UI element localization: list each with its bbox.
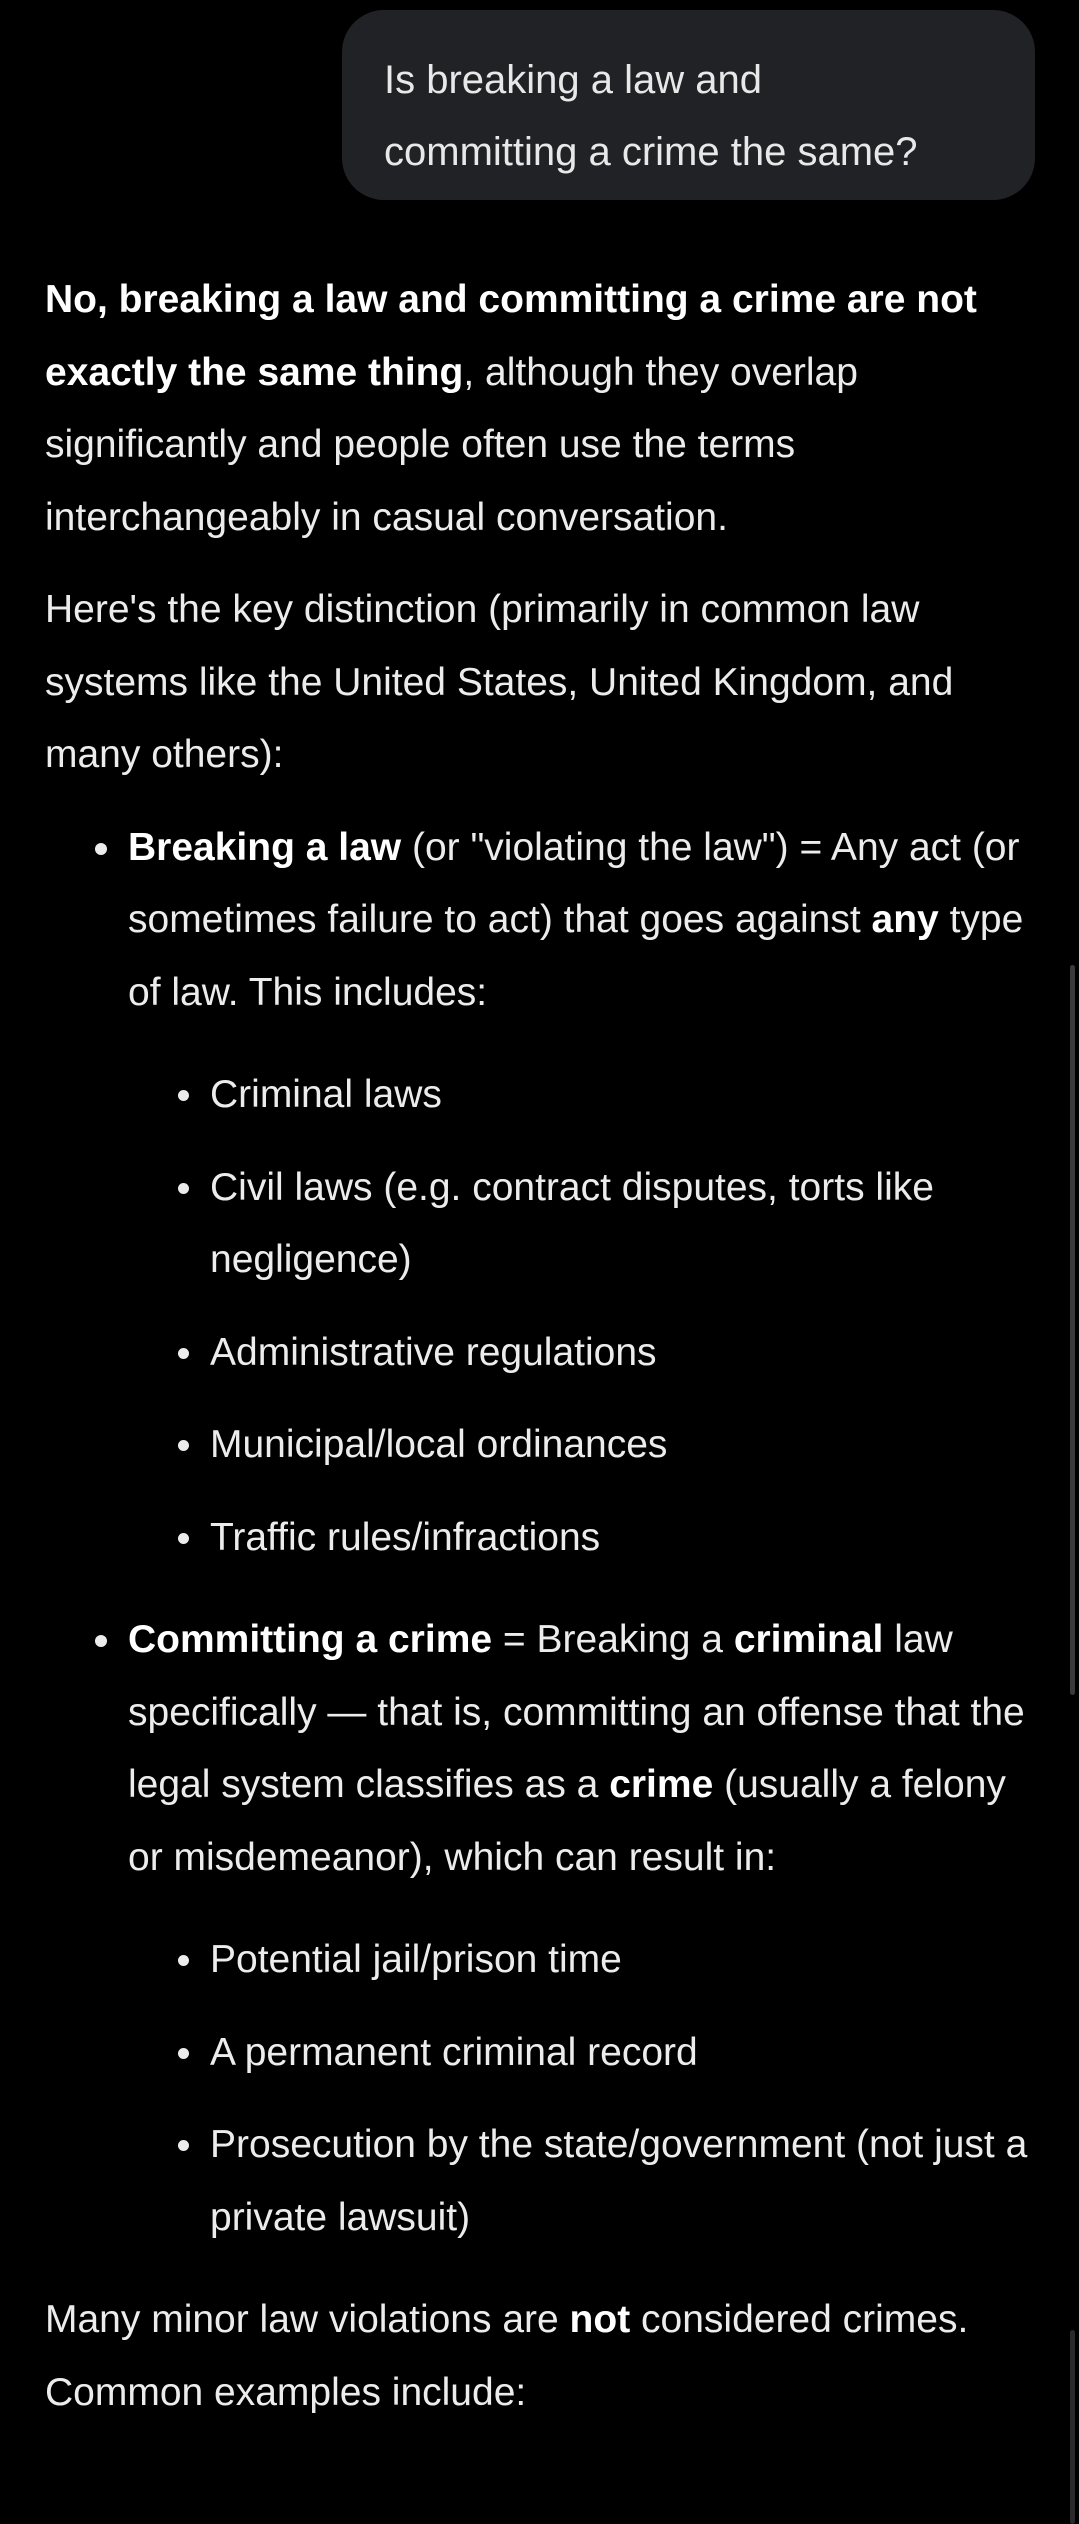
committing-crime-text: = Breaking a bbox=[492, 1618, 734, 1661]
list-item: Municipal/local ordinances bbox=[128, 1409, 1045, 1482]
list-item: Traffic rules/infractions bbox=[128, 1502, 1045, 1575]
user-message-line: Is breaking a law and bbox=[384, 58, 763, 102]
intro-bold: No, breaking a law and committing a crime are not exactly the same thing bbox=[45, 278, 977, 394]
crime-bold: crime bbox=[609, 1763, 714, 1806]
list-item-committing-crime bbox=[45, 1604, 1045, 2254]
any-bold: any bbox=[871, 898, 939, 941]
user-message-line: committing a crime the same? bbox=[384, 130, 918, 174]
scrollbar-track[interactable] bbox=[1070, 2330, 1075, 2524]
distinction-paragraph: Here's the key distinction (primarily in common law systems like the United States, United Kingdom, and many others): bbox=[45, 588, 954, 776]
minor-text: Many minor law violations are bbox=[45, 2298, 570, 2341]
breaking-law-text: (or "violating the law") = Any act (or sometimes failure to act) that goes against bbox=[128, 825, 1020, 941]
consequences-list bbox=[128, 1924, 1045, 2254]
list-item: Administrative regulations bbox=[128, 1317, 1045, 1390]
scrollbar-thumb[interactable] bbox=[1070, 965, 1075, 1695]
assistant-response bbox=[45, 264, 1045, 2449]
list-item-breaking-law bbox=[45, 812, 1045, 1575]
list-item: Prosecution by the state/government (not just a private lawsuit) bbox=[128, 2109, 1045, 2254]
list-item: Criminal laws bbox=[128, 1059, 1045, 1132]
breaking-law-label: Breaking a law bbox=[128, 825, 402, 869]
list-item: Potential jail/prison time bbox=[128, 1924, 1045, 1997]
committing-crime-text: (usually a felony or misdemeanor), which can result in: bbox=[128, 1763, 1006, 1879]
not-bold: not bbox=[569, 2298, 631, 2341]
breaking-law-text: type of law. This includes: bbox=[128, 898, 1024, 1014]
definition-list bbox=[45, 812, 1045, 2255]
criminal-bold: criminal bbox=[733, 1618, 884, 1661]
committing-crime-label: Committing a crime bbox=[128, 1618, 493, 1661]
minor-violations-paragraph bbox=[45, 2284, 1045, 2429]
list-item: Civil laws (e.g. contract disputes, torts like negligence) bbox=[128, 1152, 1045, 1297]
minor-text: considered crimes. Common examples include: bbox=[45, 2298, 969, 2414]
intro-text: , although they overlap significantly and people often use the terms interchangeably in casual conversation. bbox=[45, 350, 858, 539]
intro-paragraph bbox=[45, 264, 1045, 554]
user-message-bubble bbox=[342, 10, 1035, 200]
law-types-list bbox=[128, 1059, 1045, 1574]
list-item: A permanent criminal record bbox=[128, 2017, 1045, 2090]
committing-crime-text: law specifically — that is, committing an offense that the legal system classifies as a bbox=[128, 1618, 1025, 1806]
